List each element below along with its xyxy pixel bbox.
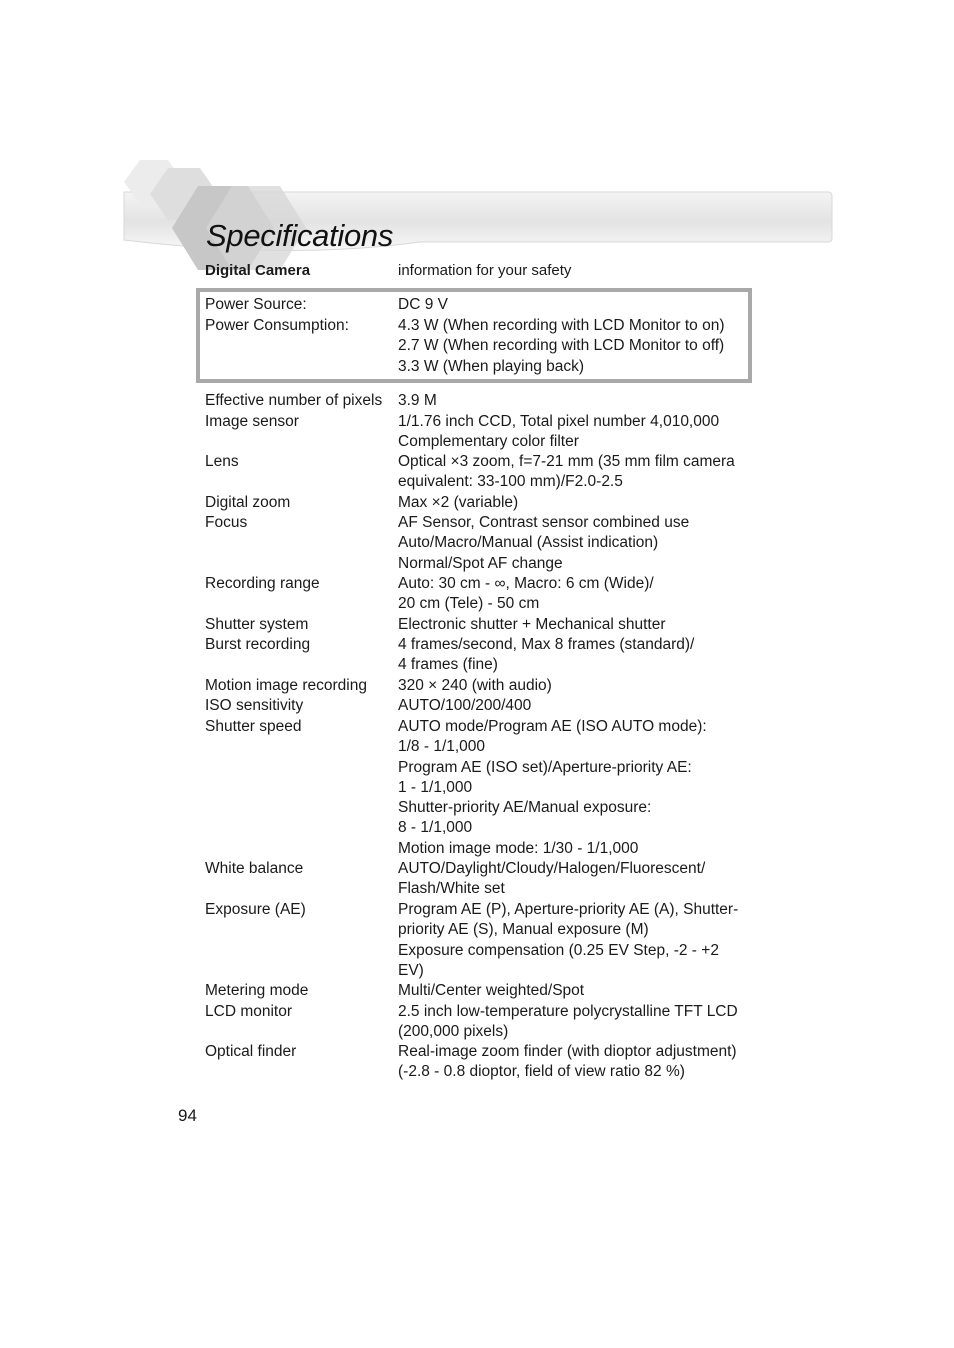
spec-label: Power Source: bbox=[205, 296, 307, 313]
spec-label: ISO sensitivity bbox=[205, 697, 304, 714]
spec-value: Electronic shutter + Mechanical shutter bbox=[398, 616, 666, 633]
spec-label: Focus bbox=[205, 514, 248, 531]
spec-value: AF Sensor, Contrast sensor combined use Auto/Macro/Manual (Assist indication) Normal/Spot AF change bbox=[398, 514, 690, 572]
spec-label: Motion image recording bbox=[205, 677, 367, 694]
spec-value: Optical ×3 zoom, f=7-21 mm (35 mm film camera equivalent: 33-100 mm)/F2.0-2.5 bbox=[398, 453, 735, 491]
spec-label: Optical finder bbox=[205, 1043, 297, 1060]
spec-label: Image sensor bbox=[205, 413, 299, 430]
header-banner-graphic bbox=[120, 150, 840, 280]
spec-value: 4 frames/second, Max 8 frames (standard)/ 4 frames (fine) bbox=[398, 636, 695, 674]
spec-label: Effective number of pixels bbox=[205, 392, 383, 409]
spec-label: Exposure (AE) bbox=[205, 901, 306, 918]
spec-value: 320 × 240 (with audio) bbox=[398, 677, 552, 694]
spec-value: 2.5 inch low-temperature polycrystalline TFT LCD (200,000 pixels) bbox=[398, 1003, 738, 1041]
spec-label: Burst recording bbox=[205, 636, 311, 653]
page-number: 94 bbox=[178, 1106, 197, 1125]
spec-value: Real-image zoom finder (with dioptor adjustment) (-2.8 - 0.8 dioptor, field of view ratio 82 %) bbox=[398, 1043, 737, 1081]
spec-label: White balance bbox=[205, 860, 304, 877]
page-title: Specifications bbox=[206, 218, 394, 253]
spec-value: 1/1.76 inch CCD, Total pixel number 4,010,000 Complementary color filter bbox=[398, 413, 720, 451]
spec-label: Shutter system bbox=[205, 616, 309, 633]
spec-label: Recording range bbox=[205, 575, 320, 592]
spec-value: AUTO/Daylight/Cloudy/Halogen/Fluorescent/ Flash/White set bbox=[398, 860, 706, 898]
spec-label: LCD monitor bbox=[205, 1003, 292, 1020]
spec-value: 4.3 W (When recording with LCD Monitor to on) 2.7 W (When recording with LCD Monitor to off) 3.3 W (When playing back) bbox=[398, 317, 725, 375]
spec-value: 3.9 M bbox=[398, 392, 437, 409]
spec-value: Program AE (P), Aperture-priority AE (A), Shutter- priority AE (S), Manual exposure (M) Exposure compensation (0.25 EV Step, -2 - +2 EV) bbox=[398, 901, 739, 979]
spec-value: Auto: 30 cm - ∞, Macro: 6 cm (Wide)/ 20 cm (Tele) - 50 cm bbox=[398, 575, 654, 613]
spec-label: Power Consumption: bbox=[205, 317, 349, 334]
spec-value: Max ×2 (variable) bbox=[398, 494, 519, 511]
spec-label: Metering mode bbox=[205, 982, 309, 999]
spec-label: Shutter speed bbox=[205, 718, 302, 735]
spec-value: AUTO mode/Program AE (ISO AUTO mode): 1/8 - 1/1,000 Program AE (ISO set)/Aperture-priority AE: 1 - 1/1,000 Shutter-priority AE/Manual exposure: 8 - 1/1,000 Motion image mode: 1/30 - 1/1,000 bbox=[398, 718, 707, 857]
spec-value: Multi/Center weighted/Spot bbox=[398, 982, 585, 999]
section-note: information for your safety bbox=[398, 262, 572, 279]
spec-label: Lens bbox=[205, 453, 239, 470]
spec-value: AUTO/100/200/400 bbox=[398, 697, 532, 714]
spec-value: DC 9 V bbox=[398, 296, 448, 313]
spec-label: Digital zoom bbox=[205, 494, 291, 511]
section-label: Digital Camera bbox=[205, 262, 311, 279]
